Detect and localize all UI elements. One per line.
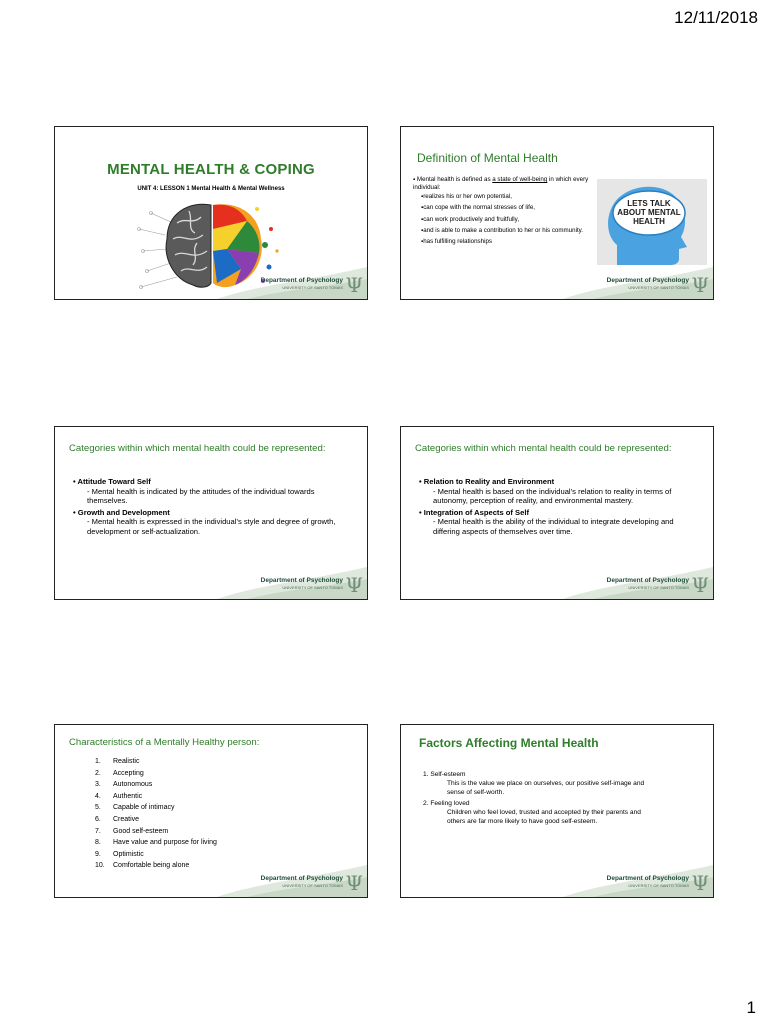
intro-text: Mental health is defined as (416, 176, 493, 183)
characteristics-list (95, 756, 217, 872)
list-item: 6. Creative (95, 815, 140, 823)
intro-underlined: a state of well-being (492, 176, 548, 183)
slide-title: Definition of Mental Health (417, 151, 558, 165)
factor-description: This is the value we place on ourselves, our positive self-image and sense of self-worth. (447, 779, 645, 796)
slide-title: Characteristics of a Mentally Healthy person: (69, 737, 260, 748)
university-name: UNIVERSITY OF SANTO TOMAS (628, 285, 689, 290)
category-description: - Mental health is based on the individual’s relation to reality in terms of autonomy, perception of reality, and environmental mastery. (433, 486, 672, 505)
categories-body (73, 475, 353, 538)
department-logo (607, 875, 689, 889)
list-item: ▪has fulfilling relationships (421, 237, 492, 245)
psi-icon: Ψ (345, 871, 363, 895)
factor-description: Children who feel loved, trusted and accepted by their parents and others are far more likely to have good self-esteem. (447, 809, 641, 825)
slide-subtitle: UNIT 4: LESSON 1 Mental Health & Mental Wellness (137, 186, 285, 192)
list-item: 5. Capable of intimacy (95, 804, 175, 812)
list-item: ▪and is able to make a contribution to her or his community. (421, 226, 584, 234)
department-logo (261, 577, 343, 591)
lets-talk-image (597, 179, 707, 265)
factors-body (423, 768, 673, 828)
list-item: ▪can work productively and fruitfully, (421, 215, 520, 223)
department-name: Department of Psychology (260, 875, 343, 882)
list-item: 10. Comfortable being alone (95, 862, 190, 870)
department-name: Department of Psychology (606, 577, 689, 584)
image-line-2: ABOUT MENTAL (617, 208, 681, 217)
department-name: Department of Psychology (260, 577, 343, 584)
category-heading: • Growth and Development (73, 507, 170, 517)
university-name: UNIVERSITY OF SANTO TOMAS (282, 883, 343, 888)
department-logo (261, 875, 343, 889)
list-item: 8. Have value and purpose for living (95, 839, 217, 847)
psi-icon: Ψ (345, 573, 363, 597)
list-item: 4. Authentic (95, 792, 143, 800)
psi-icon: Ψ (691, 573, 709, 597)
category-description: - Mental health is expressed in the individual’s style and degree of growth, development or self-actualization. (87, 517, 336, 536)
page-date: 12/11/2018 (674, 8, 758, 27)
slide-categories-2 (400, 426, 714, 600)
university-name: UNIVERSITY OF SANTO TOMAS (282, 285, 343, 290)
image-line-3: HEALTH (633, 217, 665, 226)
category-heading: • Relation to Reality and Environment (419, 477, 555, 486)
psi-icon: Ψ (345, 273, 363, 297)
psi-icon: Ψ (691, 273, 709, 297)
list-item: 3. Autonomous (95, 781, 153, 789)
slide-mental-health-coping (54, 126, 368, 300)
list-item: 1. Realistic (95, 758, 140, 765)
slide-factors (400, 724, 714, 898)
department-logo (261, 277, 343, 291)
categories-body (419, 475, 699, 538)
slide-definition (400, 126, 714, 300)
definition-intro: ▪ Mental health is defined as a state of well-being in which every individual: (413, 176, 589, 191)
university-name: UNIVERSITY OF SANTO TOMAS (628, 883, 689, 888)
intro-text-end: in which every individual: (413, 176, 589, 191)
image-line-1: LETS TALK (627, 199, 671, 208)
list-item: 7. Good self-esteem (95, 827, 169, 835)
slide-title: Factors Affecting Mental Health (419, 736, 599, 750)
department-name: Department of Psychology (606, 875, 689, 882)
definition-body (413, 176, 591, 249)
category-description: - Mental health is the ability of the individual to integrate developing and differing aspects of themselves over time. (433, 517, 674, 536)
factor-heading: 2. Feeling loved (423, 800, 470, 808)
department-logo (607, 277, 689, 291)
psi-icon: Ψ (691, 871, 709, 895)
list-item: ▪can cope with the normal stresses of life, (421, 204, 535, 212)
factor-heading: 1. Self-esteem (423, 771, 466, 778)
list-item: 9. Optimistic (95, 850, 144, 858)
list-item: ▪realizes his or her own potential, (421, 193, 512, 201)
department-name: Department of Psychology (606, 277, 689, 284)
category-description: - Mental health is indicated by the attitudes of the individual towards themselves. (87, 486, 315, 505)
list-item: 2. Accepting (95, 769, 144, 777)
department-logo (607, 577, 689, 591)
slide-categories-1 (54, 426, 368, 600)
slide-title: Categories within which mental health could be represented: (69, 443, 326, 454)
university-name: UNIVERSITY OF SANTO TOMAS (628, 585, 689, 590)
slide-characteristics (54, 724, 368, 898)
page-number: 1 (746, 998, 756, 1017)
slide-title: MENTAL HEALTH & COPING (107, 161, 315, 178)
university-name: UNIVERSITY OF SANTO TOMAS (282, 585, 343, 590)
slide-title: Categories within which mental health could be represented: (415, 443, 672, 454)
category-heading: • Attitude Toward Self (73, 477, 151, 486)
category-heading: • Integration of Aspects of Self (419, 507, 529, 517)
department-name: Department of Psychology (260, 277, 343, 284)
